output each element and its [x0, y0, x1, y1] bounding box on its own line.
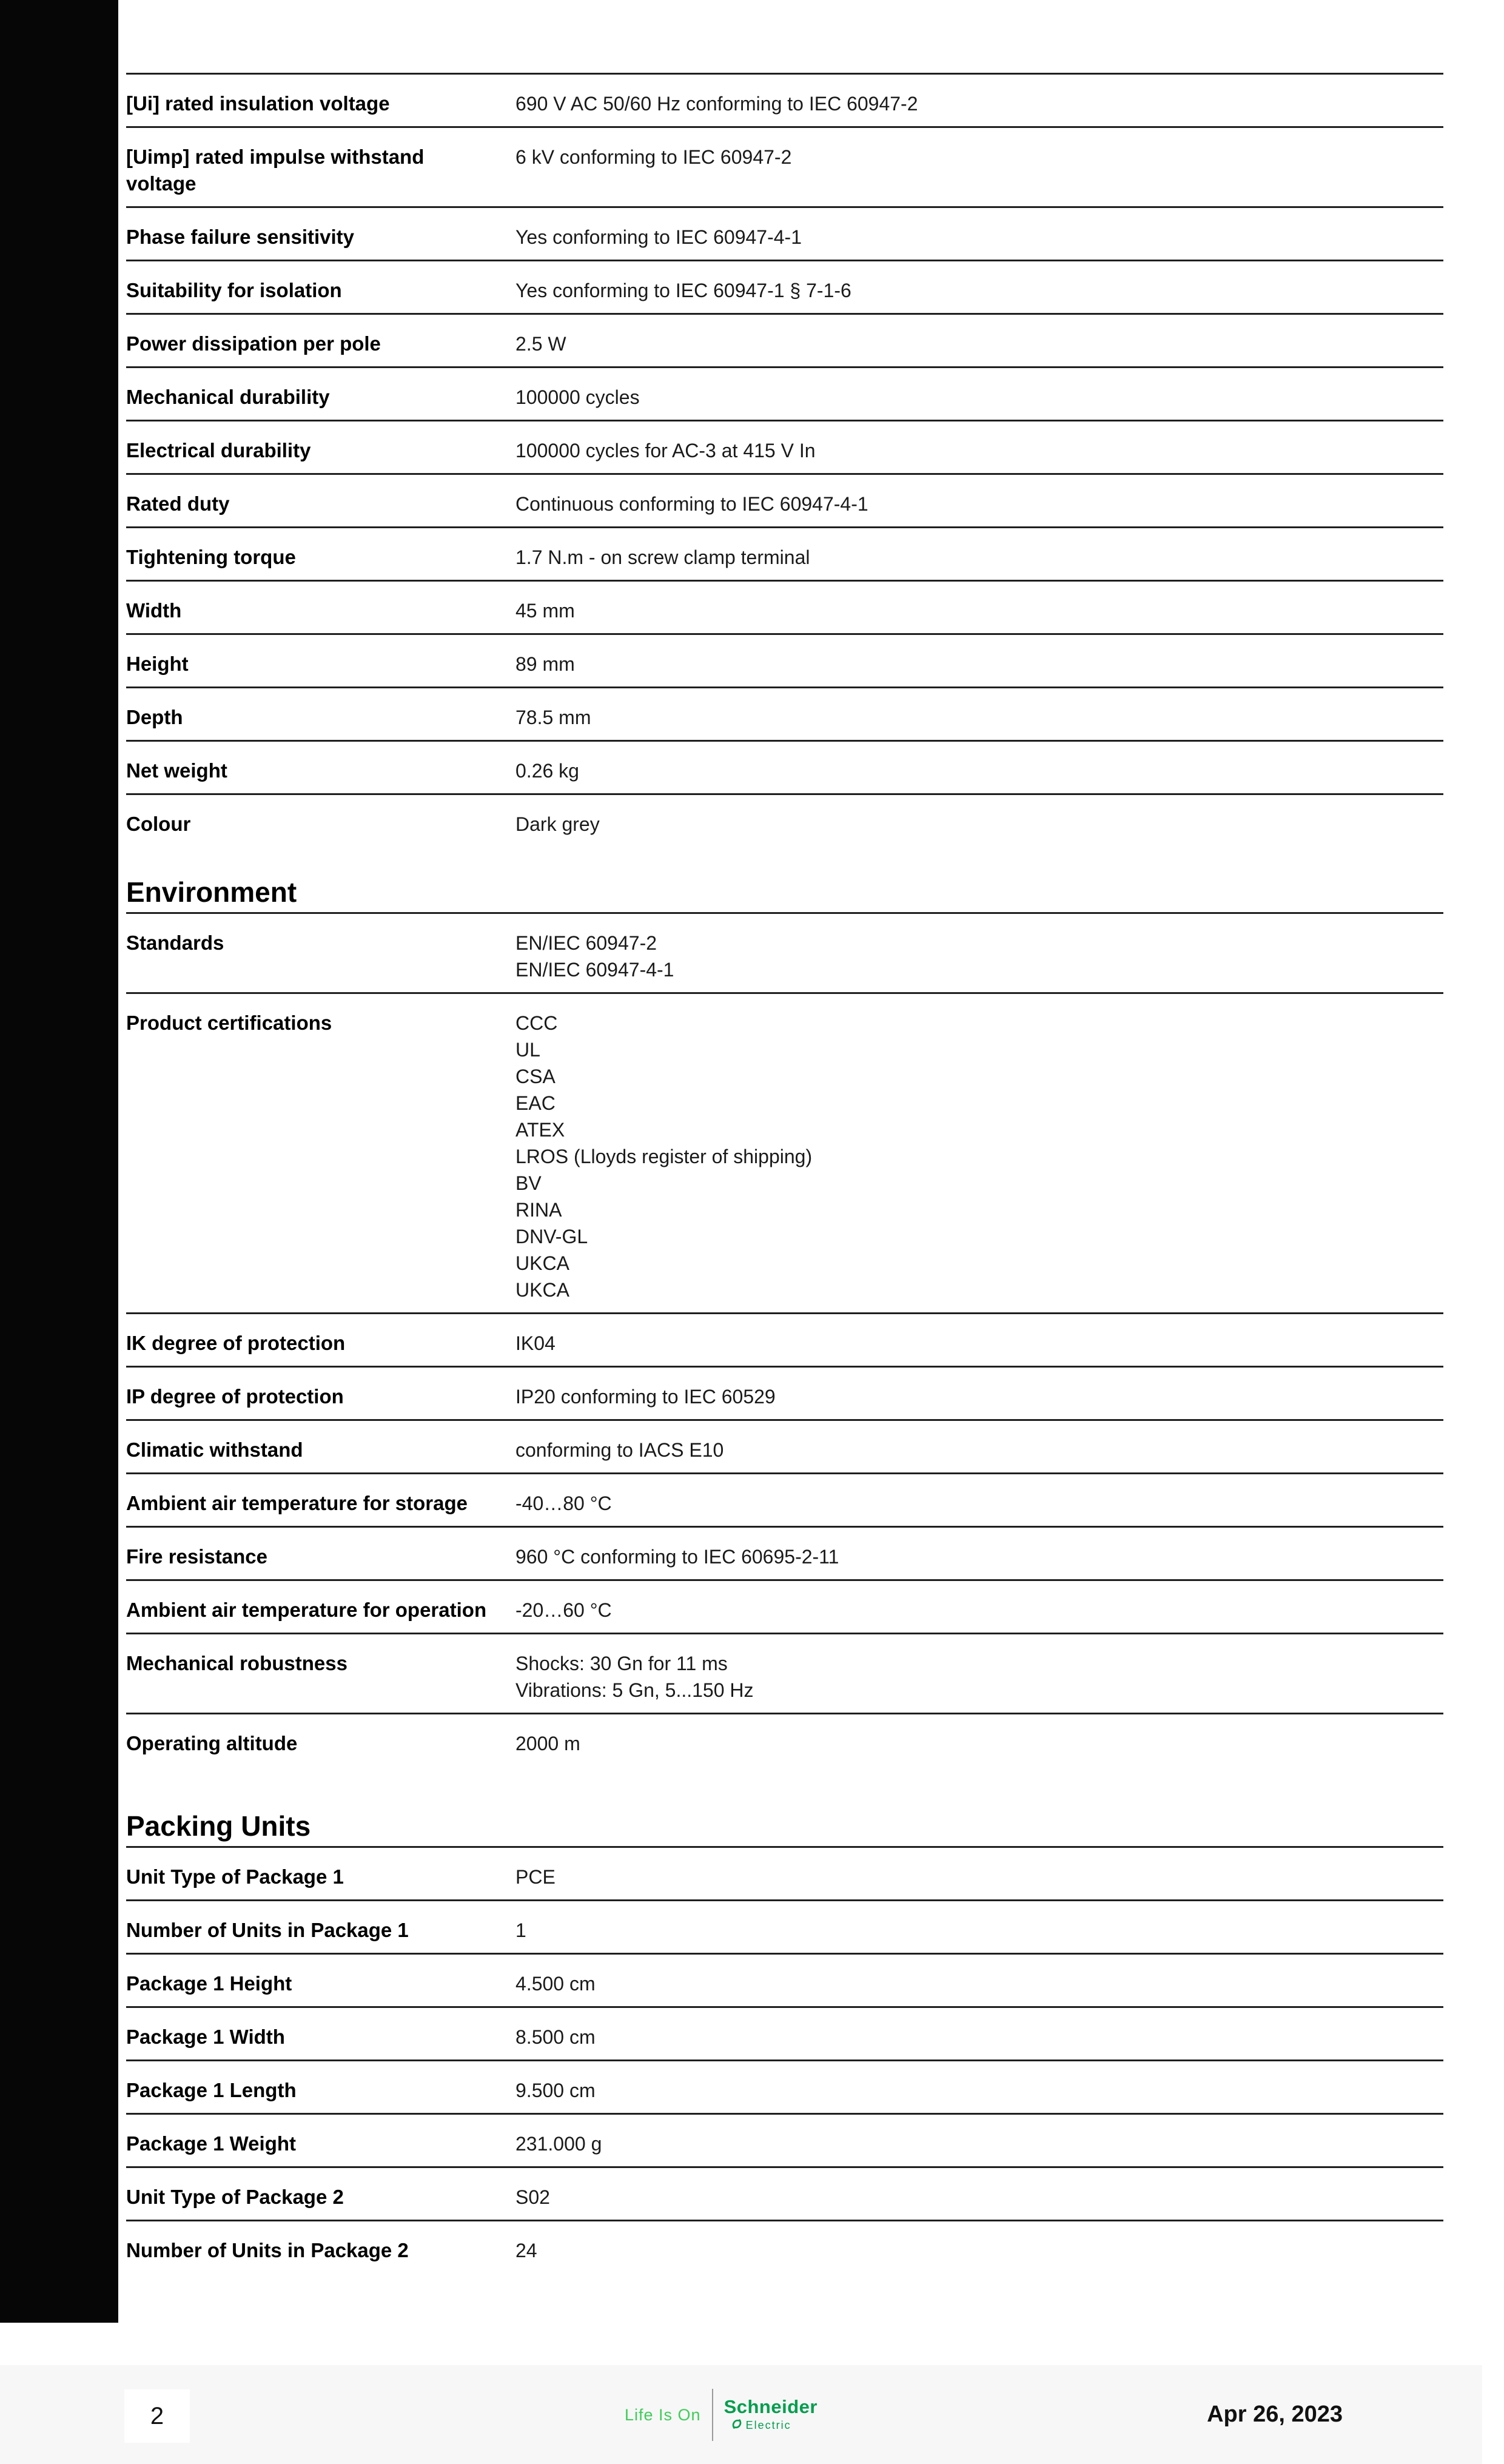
spec-value-line: 0.26 kg — [515, 760, 579, 782]
spec-label: Tightening torque — [126, 546, 296, 568]
page-edge-bar — [0, 0, 118, 2323]
spec-value-line: 24 — [515, 2240, 537, 2261]
spec-label: Package 1 Length — [126, 2079, 297, 2101]
spec-value — [515, 1543, 839, 1570]
spec-row — [126, 1312, 1443, 1366]
spec-label: Number of Units in Package 2 — [126, 2239, 409, 2261]
spec-section — [126, 1810, 1443, 2273]
spec-value-line: CCC — [515, 1012, 558, 1034]
spec-label: Fire resistance — [126, 1545, 267, 1568]
spec-value-line: 9.500 cm — [515, 2080, 596, 2101]
spec-label: Colour — [126, 813, 191, 835]
spec-value-line: UKCA — [515, 1279, 569, 1301]
spec-value — [515, 1917, 526, 1944]
life-is-on-label: Life Is On — [625, 2405, 701, 2424]
spec-value-line: 6 kV conforming to IEC 60947-2 — [515, 146, 792, 168]
spec-value-line: 4.500 cm — [515, 1973, 596, 1995]
spec-row — [126, 1713, 1443, 1766]
spec-section — [126, 73, 1443, 847]
spec-label: Package 1 Weight — [126, 2132, 297, 2155]
spec-row — [126, 1633, 1443, 1713]
spec-value-line: Continuous conforming to IEC 60947-4-1 — [515, 493, 868, 515]
brand-subname: Electric — [745, 2419, 791, 2431]
spec-label: Number of Units in Package 1 — [126, 1919, 409, 1941]
spec-label: Unit Type of Package 1 — [126, 1865, 344, 1888]
spec-row — [126, 2059, 1443, 2113]
spec-value — [515, 930, 674, 983]
spec-row — [126, 260, 1443, 313]
spec-value-line: 960 °C conforming to IEC 60695-2-11 — [515, 1546, 839, 1568]
spec-row — [126, 2113, 1443, 2166]
schneider-logo — [625, 2385, 817, 2445]
spec-row — [126, 992, 1443, 1312]
section-title: Environment — [126, 876, 297, 908]
spec-tables — [126, 0, 1443, 2273]
spec-label: [Uimp] rated impulse withstand voltage — [126, 146, 425, 195]
spec-value — [515, 757, 579, 784]
spec-value-line: EAC — [515, 1092, 556, 1114]
spec-label: Unit Type of Package 2 — [126, 2186, 344, 2208]
spec-row — [126, 1953, 1443, 2006]
spec-row — [126, 2220, 1443, 2273]
spec-label: Operating altitude — [126, 1732, 298, 1754]
spec-label: IK degree of protection — [126, 1332, 346, 1354]
spec-value — [515, 811, 600, 838]
spec-value — [515, 1330, 556, 1357]
spec-row — [126, 1899, 1443, 1953]
spec-row — [126, 1472, 1443, 1526]
spec-value-line: 690 V AC 50/60 Hz conforming to IEC 60947-2 — [515, 93, 918, 115]
spec-row — [126, 633, 1443, 686]
brand-name: Schneider — [723, 2395, 817, 2417]
spec-label: Ambient air temperature for storage — [126, 1492, 468, 1514]
spec-value-line: PCE — [515, 1866, 556, 1888]
spec-value — [515, 597, 575, 624]
spec-value-line: EN/IEC 60947-4-1 — [515, 959, 674, 981]
spec-row — [126, 73, 1443, 126]
spec-value-line: 1 — [515, 1919, 526, 1941]
spec-label: Electrical durability — [126, 439, 311, 462]
spec-value-line: EN/IEC 60947-2 — [515, 932, 657, 954]
spec-label: Mechanical robustness — [126, 1652, 347, 1674]
spec-value-line: Yes conforming to IEC 60947-4-1 — [515, 226, 802, 248]
footer-date: Apr 26, 2023 — [1207, 2402, 1343, 2427]
spec-value — [515, 651, 575, 677]
spec-row — [126, 206, 1443, 260]
spec-value-line: UL — [515, 1039, 540, 1061]
spec-label: Width — [126, 599, 182, 622]
spec-label: Standards — [126, 932, 224, 954]
spec-value — [515, 1010, 812, 1303]
spec-value — [515, 1864, 556, 1890]
spec-value — [515, 2024, 596, 2050]
spec-value-line: 100000 cycles — [515, 386, 640, 408]
brand-wordmark — [724, 2397, 817, 2433]
spec-value — [515, 144, 791, 197]
spec-row — [126, 1419, 1443, 1472]
spec-row — [126, 2166, 1443, 2220]
spec-row — [126, 420, 1443, 473]
spec-value-line: LROS (Lloyds register of shipping) — [515, 1146, 813, 1167]
spec-label: Net weight — [126, 759, 227, 782]
spec-row — [126, 1579, 1443, 1633]
spec-value — [515, 437, 816, 464]
spec-value — [515, 1490, 612, 1517]
spec-label: Package 1 Width — [126, 2026, 285, 2048]
spec-value — [515, 1730, 580, 1757]
spec-row — [126, 912, 1443, 992]
spec-value — [515, 2184, 550, 2211]
spec-label: Package 1 Height — [126, 1972, 292, 1995]
spec-label: [Ui] rated insulation voltage — [126, 92, 390, 115]
spec-row — [126, 740, 1443, 793]
spec-label: Ambient air temperature for operation — [126, 1599, 487, 1621]
spec-value-line: Dark grey — [515, 813, 600, 835]
spec-value-line: ATEX — [515, 1119, 565, 1141]
spec-value-line: 2000 m — [515, 1733, 580, 1754]
spec-value-line: 78.5 mm — [515, 707, 591, 728]
spec-value-line: RINA — [515, 1199, 562, 1221]
spec-label: Mechanical durability — [126, 386, 330, 408]
spec-row — [126, 1526, 1443, 1579]
spec-value-line: Shocks: 30 Gn for 11 ms — [515, 1653, 728, 1674]
spec-value-line: IP20 conforming to IEC 60529 — [515, 1386, 776, 1408]
spec-value — [515, 90, 918, 117]
spec-label: Height — [126, 653, 189, 675]
spec-value — [515, 1597, 612, 1623]
spec-label: Suitability for isolation — [126, 279, 342, 301]
page-number: 2 — [150, 2402, 164, 2429]
spec-value — [515, 2130, 602, 2157]
spec-value-line: 100000 cycles for AC-3 at 415 V In — [515, 440, 816, 462]
spec-row — [126, 1366, 1443, 1419]
spec-value-line: CSA — [515, 1066, 556, 1087]
spec-value — [515, 2237, 537, 2264]
spec-value-line: 89 mm — [515, 653, 575, 675]
spec-value — [515, 1437, 723, 1463]
page-footer — [0, 2365, 1482, 2464]
spec-label: Depth — [126, 706, 183, 728]
spec-row — [126, 526, 1443, 580]
section-title: Packing Units — [126, 1810, 311, 1842]
spec-value — [515, 1383, 776, 1410]
spec-value — [515, 1970, 596, 1997]
spec-value-line: UKCA — [515, 1252, 569, 1274]
spec-value-line: DNV-GL — [515, 1226, 588, 1247]
spec-value-line: 231.000 g — [515, 2133, 602, 2155]
spec-label: IP degree of protection — [126, 1385, 344, 1408]
spec-row — [126, 366, 1443, 420]
spec-row — [126, 1846, 1443, 1899]
spec-row — [126, 2006, 1443, 2059]
spec-row — [126, 473, 1443, 526]
schneider-curl-icon — [730, 2417, 744, 2433]
spec-value — [515, 277, 851, 304]
spec-value — [515, 704, 591, 731]
spec-value-line: conforming to IACS E10 — [515, 1439, 724, 1461]
spec-value-line: Yes conforming to IEC 60947-1 § 7-1-6 — [515, 280, 851, 301]
spec-value-line: 1.7 N.m - on screw clamp terminal — [515, 546, 810, 568]
spec-value — [515, 544, 810, 571]
spec-section — [126, 876, 1443, 1766]
spec-row — [126, 313, 1443, 366]
logo-divider — [712, 2389, 713, 2441]
spec-value — [515, 2077, 596, 2104]
spec-value-line: Vibrations: 5 Gn, 5...150 Hz — [515, 1679, 754, 1701]
spec-value — [515, 331, 566, 357]
spec-label: Rated duty — [126, 492, 230, 515]
spec-value-line: 2.5 W — [515, 333, 566, 355]
spec-value — [515, 1650, 754, 1704]
spec-row — [126, 686, 1443, 740]
spec-value-line: -40…80 °C — [515, 1492, 612, 1514]
spec-value — [515, 384, 640, 411]
spec-value — [515, 491, 868, 517]
spec-label: Power dissipation per pole — [126, 332, 381, 355]
spec-value-line: IK04 — [515, 1332, 556, 1354]
spec-value — [515, 224, 802, 250]
spec-value-line: 45 mm — [515, 600, 575, 622]
spec-value-line: S02 — [515, 2186, 550, 2208]
spec-label: Phase failure sensitivity — [126, 226, 355, 248]
spec-label: Product certifications — [126, 1012, 332, 1034]
spec-row — [126, 580, 1443, 633]
spec-value-line: 8.500 cm — [515, 2026, 596, 2048]
spec-label: Climatic withstand — [126, 1438, 303, 1461]
spec-row — [126, 793, 1443, 847]
spec-value-line: BV — [515, 1172, 542, 1194]
spec-row — [126, 126, 1443, 206]
spec-value-line: -20…60 °C — [515, 1599, 612, 1621]
page-number-box — [124, 2389, 190, 2443]
